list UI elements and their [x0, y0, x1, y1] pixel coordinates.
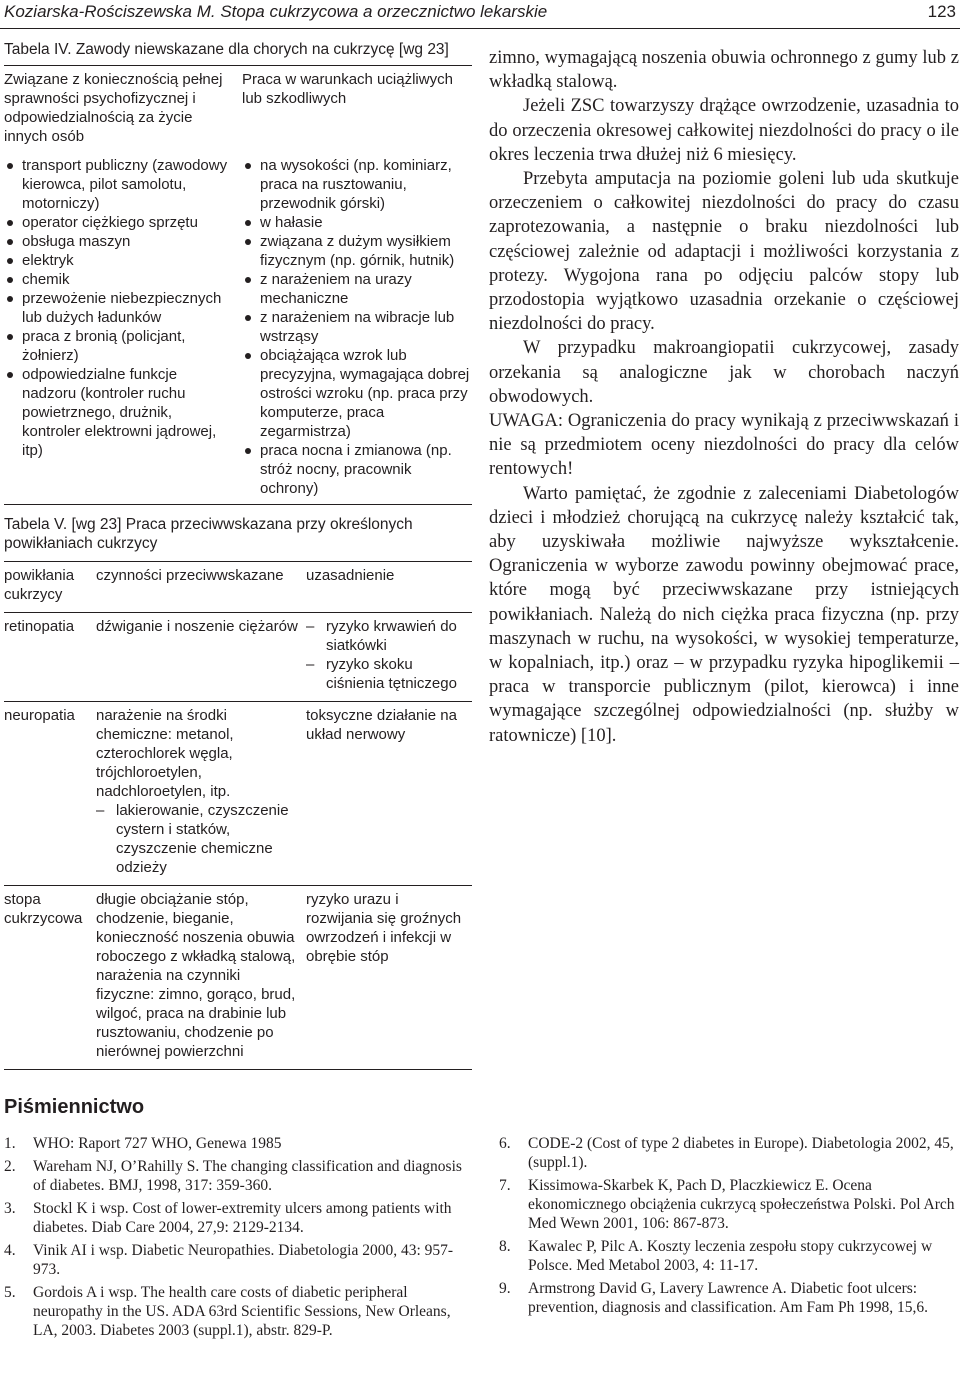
list-item: przewożenie niebezpiecznych lub dużych ładunków [4, 289, 234, 327]
table-4-grid [4, 66, 472, 498]
cell-activity: długie obciążanie stóp, chodzenie, bieganie, konieczność noszenia obuwia roboczego z wkładką stalową, narażenia na czynniki fizyczne: zimno, gorąco, brud, wilgoć, praca na drabinie lub rusztowaniu, chodzenie po nierównej powierzchni [96, 891, 296, 1060]
table-5 [4, 515, 472, 1070]
table-5-header-row [4, 562, 472, 612]
activity-list [96, 801, 300, 877]
reference-item: 1. WHO: Raport 727 WHO, Genewa 1985 [4, 1135, 282, 1152]
table-4-caption: Tabela IV. Zawody niewskazane dla chorych na cukrzycę [wg 23] [4, 41, 449, 58]
list-item: chemik [4, 270, 234, 289]
reference-item: 9. Armstrong David G, Lavery Lawrence A. Diabetic foot ulcers: prevention, diagnosis and classification. Am Fam Ph 1998, 15,6. [499, 1280, 928, 1316]
cell-complication: neuropatia [4, 707, 75, 724]
running-title: Koziarska-Rościszewska M. Stopa cukrzycowa a orzecznictwo lekarskie [4, 2, 548, 21]
paragraph: Warto pamiętać, że zgodnie z zaleceniami Diabetologów dzieci i młodzież chorującą na cukrzycę należy kształcić tak, aby uzyskiwała możliwie najwyższe wykształcenie. Ograniczenia w wyborze zawodu powinny obejmować prace, które mogą być przeciwwskazane przy istniejących powikłaniach. Należą do nich ciężka praca fizyczna (np. przy maszynach w ruchu, na wysokości, w wysokiej temperaturze, w kopalniach, itp.) oraz – w przypadku ryzyka hipoglikemii – praca w transporcie publicznym (pilot, kierowca) i inne wymagające szczególnej odpowiedzialności (np. służby w ratownicze) [10]. [489, 483, 959, 746]
cell-justification: ryzyko urazu i rozwijania się groźnych owrzodzeń i infekcji w obrębie stóp [306, 891, 462, 965]
reference-item: 3. Stockl K i wsp. Cost of lower-extremity ulcers among patients with diabetes. Diab Care 2004, 27,9: 2129-2134. [4, 1200, 452, 1236]
references-list-right [499, 1134, 957, 1321]
paragraph: Przebyta amputacja na poziomie goleni lub uda skutkuje orzeczeniem o całkowitej niezdolności do pracy do czasu zaprotezowania, a następnie o braku niezdolności lub częściowej zależnie od adaptacji i możliwości korzystania z protezy. Wygojona rana po odjęciu palców stopy lub przodostopia wyjątkowo uzasadnia orzekanie o częściowej niezdolności do pracy. [489, 169, 959, 335]
table-4-col2-header: Praca w warunkach uciążliwych lub szkodliwych [242, 71, 453, 107]
paragraph: W przypadku makroangiopatii cukrzycowej, zasady orzekania są analogiczne jak w chorobach naczyń obwodowych. [489, 338, 959, 407]
list-item: operator ciężkiego sprzętu [4, 213, 234, 232]
right-column-body [489, 46, 959, 748]
list-item: obciążająca wzrok lub precyzyjna, wymagająca dobrej ostrości wzroku (np. praca przy komputerze, praca zegarmistrza) [242, 346, 472, 441]
table-5-body [4, 562, 472, 1070]
cell-activity [96, 706, 306, 877]
reference-item: 2. Wareham NJ, O’Rahilly S. The changing classification and diagnosis of diabetes. BMJ, 1998, 317: 359-360. [4, 1158, 462, 1194]
paragraph: Jeżeli ZSC towarzyszy drążące owrzodzenie, uzasadnia to do orzeczenia okresowej całkowitej niezdolności do pracy o ile okres leczenia trwa dłużej niż 6 miesięcy. [489, 96, 959, 165]
table-4 [4, 40, 472, 505]
col-header-complication: powikłania cukrzycy [4, 567, 75, 603]
header-rule [0, 28, 960, 29]
list-item: – ryzyko skoku ciśnienia tętniczego [306, 655, 466, 693]
list-item: obsługa maszyn [4, 232, 234, 251]
list-item: elektryk [4, 251, 234, 270]
table-row [4, 613, 472, 701]
table-4-col1-list [4, 156, 234, 498]
table-bottom-rule [4, 1069, 472, 1070]
table-bottom-rule [4, 504, 472, 505]
cell-complication: retinopatia [4, 618, 75, 635]
cell-justification [306, 617, 472, 693]
list-item: odpowiedzialne funkcje nadzoru (kontroler ruchu powietrznego, drużnik, kontroler elektrowni jądrowej, itp) [4, 365, 234, 460]
table-4-col2-list [242, 156, 472, 498]
cell-justification: toksyczne działanie na układ nerwowy [306, 707, 457, 743]
col-header-activity: czynności przeciwwskazane [96, 567, 284, 584]
list-item: na wysokości (np. kominiarz, praca na rusztowaniu, przewodnik górski) [242, 156, 472, 213]
list-item: z narażeniem na urazy mechaniczne [242, 270, 472, 308]
reference-item: 4. Vinik AI i wsp. Diabetic Neuropathies. Diabetologia 2000, 43: 957-973. [4, 1242, 454, 1278]
activity-text: narażenie na środki chemiczne: metanol, czterochlorek węgla, trójchloroetylen, nadchloroetylen, itp. [96, 707, 234, 800]
references-heading: Piśmiennictwo [4, 1096, 145, 1118]
table-row [4, 886, 472, 1069]
reference-item: 7. Kissimowa-Skarbek K, Pach D, Placzkiewicz E. Ocena ekonomicznego obciążenia cukrzycą społeczeństwa Polski. Pol Arch Med Wewn 2001, 106: 867-873. [499, 1177, 955, 1232]
reference-item: 5. Gordois A i wsp. The health care costs of diabetic peripheral neuropathy in the US. ADA 63rd Scientific Sessions, New Orleans, LA, 2003. Diabetes 2003 (suppl.1), abstr. 829-P. [4, 1284, 451, 1339]
references-list-left [4, 1134, 470, 1344]
warning-paragraph: UWAGA: Ograniczenia do pracy wynikają z przeciwwskazań i nie są przedmiotem oceny niezdolności do pracy dla celów rentowych! [489, 411, 959, 480]
list-item: – ryzyko krwawień do siatkówki [306, 617, 466, 655]
paragraph: zimno, wymagającą noszenia obuwia ochronnego z gumy lub z wkładką stalową. [489, 48, 959, 93]
list-item: praca nocna i zmianowa (np. stróż nocny, pracownik ochrony) [242, 441, 472, 498]
list-item: z narażeniem na wibracje lub wstrząsy [242, 308, 472, 346]
list-item: praca z bronią (policjant, żołnierz) [4, 327, 234, 365]
activity-text: dźwiganie i noszenie ciężarów [96, 618, 298, 635]
list-item: w hałasie [242, 213, 472, 232]
list-item: – lakierowanie, czyszczenie cystern i statków, czyszczenie chemiczne odzieży [96, 801, 300, 877]
page-number: 123 [927, 2, 956, 21]
table-5-caption: Tabela V. [wg 23] Praca przeciwwskazana przy określonych powikłaniach cukrzycy [4, 516, 413, 552]
cell-activity [96, 617, 306, 693]
list-item: transport publiczny (zawodowy kierowca, pilot samolotu, motorniczy) [4, 156, 234, 213]
table-row [4, 702, 472, 885]
left-column [4, 40, 472, 1070]
col-header-justification: uzasadnienie [306, 567, 395, 584]
reference-item: 8. Kawalec P, Pilc A. Koszty leczenia zespołu stopy cukrzycowej w Polsce. Med Metabol 2003, 4: 11-17. [499, 1238, 933, 1274]
list-item: związana z dużym wysiłkiem fizycznym (np. górnik, hutnik) [242, 232, 472, 270]
running-header [0, 0, 960, 30]
justification-list [306, 617, 466, 693]
cell-complication: stopa cukrzycowa [4, 891, 83, 927]
table-4-col1-header: Związane z koniecznością pełnej sprawności psychofizycznej i odpowiedzialnością za życie innych osób [4, 71, 223, 145]
reference-item: 6. CODE-2 (Cost of type 2 diabetes in Europe). Diabetologia 2002, 45, (suppl.1). [499, 1135, 954, 1171]
